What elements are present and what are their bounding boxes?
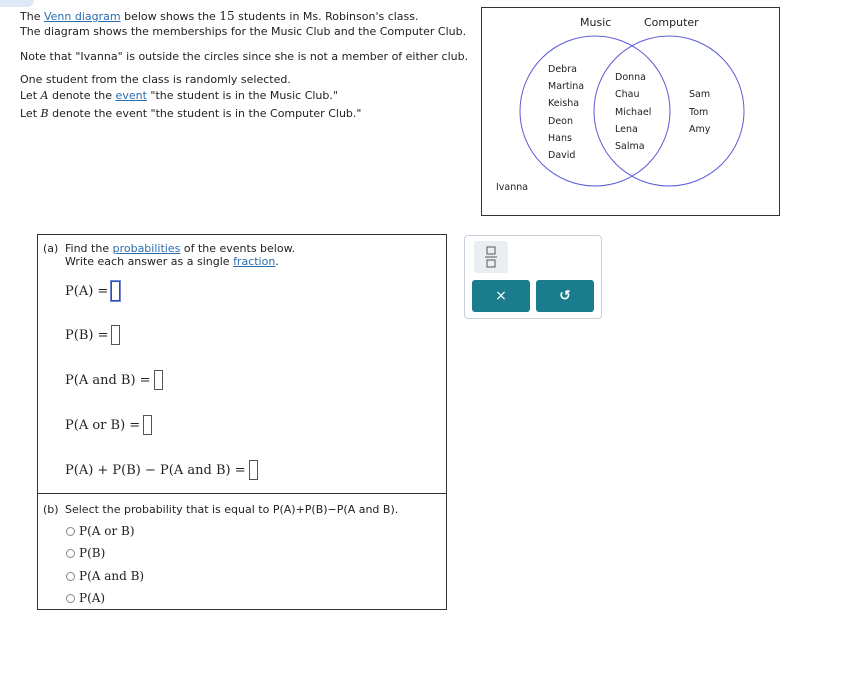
venn-name: Michael [615,107,652,118]
venn-diagram-link[interactable]: Venn diagram [43,10,121,23]
equation-p-a-and-b [65,370,163,390]
part-a-label: (a) [43,242,59,255]
fraction-link[interactable]: fraction [233,255,276,268]
venn-name: Tom [689,107,709,118]
equation-text: P(A) = [65,283,109,299]
venn-name: Sam [689,89,711,100]
radio-button[interactable] [66,594,75,603]
probabilities-link[interactable]: probabilities [112,242,181,255]
undo-icon: ↺ [559,288,571,304]
intro-line-6 [20,106,468,121]
intro-line-3: Note that "Ivanna" is outside the circles since she is not a member of either club. [20,50,469,63]
option-label: P(A) [79,591,106,605]
equation-addition-rule [65,460,258,480]
computer-label: Computer [644,16,699,29]
instruction-text: of the events below. [180,242,296,255]
equation-p-a [65,281,120,301]
intro-text: denote the event "the student is in the Computer Club." [48,107,362,120]
fraction-icon [474,241,508,273]
option-label: P(A or B) [79,524,135,538]
venn-name: Amy [689,124,711,135]
venn-diagram [481,7,780,216]
answer-input-p-a[interactable] [111,281,120,301]
undo-button[interactable] [536,280,594,312]
option-p-a[interactable] [66,591,105,605]
equation-text: P(A or B) = [65,417,141,433]
option-label: P(A and B) [79,569,145,583]
answer-input-p-a-and-b[interactable] [154,370,163,390]
option-p-a-or-b[interactable] [66,524,135,538]
problem-intro [20,9,468,121]
radio-button[interactable] [66,572,75,581]
venn-name: Keisha [548,98,580,109]
intro-line-4: One student from the class is randomly selected. [20,73,291,86]
event-b-variable: B [40,107,49,120]
option-label: P(B) [79,546,106,560]
answer-toolbox [464,235,602,319]
part-a-instruction-1 [65,242,295,255]
top-tab-stub [0,0,34,7]
venn-name: Debra [548,64,577,75]
venn-name: Salma [615,141,645,152]
event-a-variable: A [40,89,49,102]
instruction-text: Find the [65,242,113,255]
intro-line-2: The diagram shows the memberships for the Music Club and the Computer Club. [20,25,467,38]
radio-button[interactable] [66,549,75,558]
close-icon: × [495,288,507,304]
radio-button[interactable] [66,527,75,536]
option-p-b[interactable] [66,546,105,560]
student-count: 15 [219,9,235,23]
event-link[interactable]: event [115,89,147,102]
instruction-text: . [275,255,279,268]
equation-text: P(A and B) = [65,372,151,388]
venn-name: Lena [615,124,638,135]
part-b-panel [37,493,447,610]
venn-name: David [548,150,576,161]
intro-text: students in Ms. Robinson's class. [234,10,419,23]
part-b-prompt: Select the probability that is equal to P(A)+P(B)−P(A and B). [65,503,399,516]
venn-name: Hans [548,133,572,144]
intro-line-1 [20,9,468,24]
answer-input-addition-rule[interactable] [249,460,258,480]
intro-text: The [20,10,44,23]
answer-input-p-b[interactable] [111,325,120,345]
intro-text: Let [20,89,41,102]
venn-outside-name: Ivanna [496,182,529,193]
option-p-a-and-b[interactable] [66,569,144,583]
part-b-label: (b) [43,503,59,516]
intro-line-5 [20,88,468,103]
part-a-panel [37,234,447,494]
equation-p-b [65,325,120,345]
answer-input-p-a-or-b[interactable] [143,415,152,435]
venn-name: Chau [615,89,640,100]
music-label: Music [580,16,612,29]
venn-name: Martina [548,81,585,92]
equation-text: P(A) + P(B) − P(A and B) = [65,462,246,478]
part-a-instruction-2 [65,255,279,268]
fraction-button[interactable] [474,241,508,273]
equation-text: P(B) = [65,327,109,343]
instruction-text: Write each answer as a single [65,255,234,268]
venn-name: Deon [548,116,573,127]
intro-text: denote the [48,89,116,102]
intro-text: "the student is in the Music Club." [146,89,338,102]
equation-p-a-or-b [65,415,152,435]
intro-text: below shows the [120,10,220,23]
venn-name: Donna [615,72,646,83]
clear-button[interactable] [472,280,530,312]
intro-text: Let [20,107,41,120]
